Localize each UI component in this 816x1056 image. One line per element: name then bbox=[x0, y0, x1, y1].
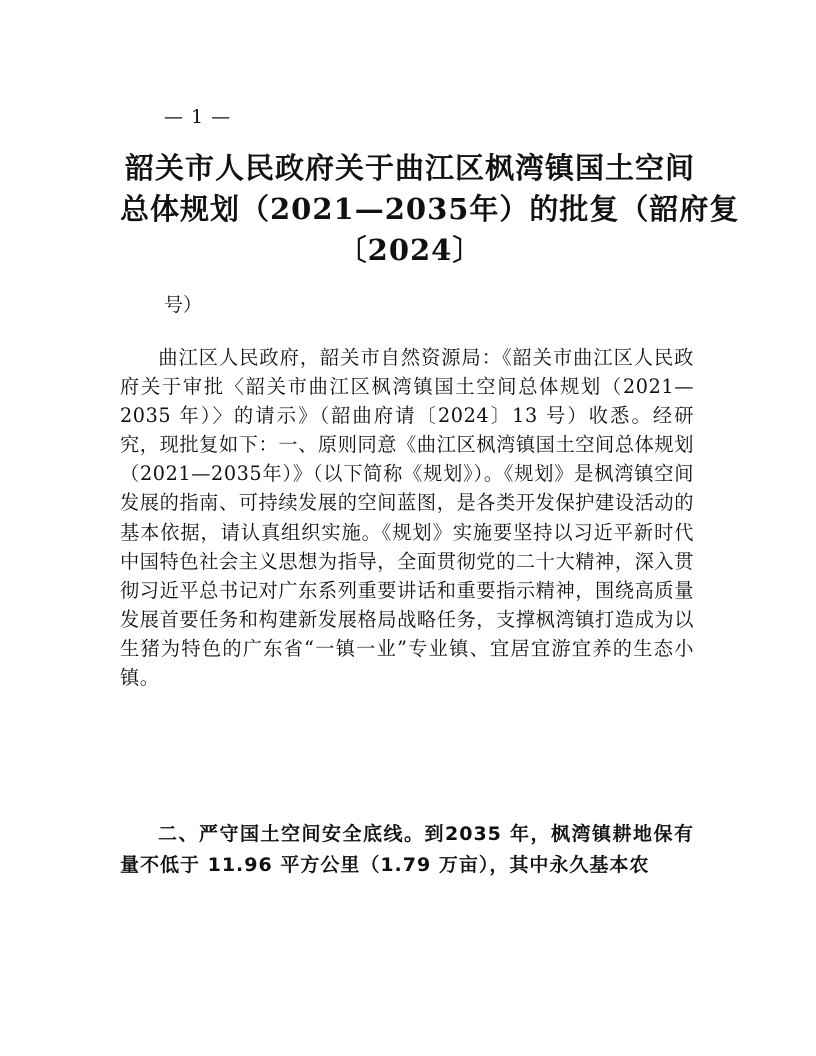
body-paragraph-1: 曲江区人民政府，韶关市自然资源局：《韶关市曲江区人民政府关于审批〈韶关市曲江区枫湾镇国土空间总体规划（2021—2035 年）〉的请示》（韶曲府请〔2024〕13 号）收悉。经研究，现批复如下：一、原则同意《曲江区枫湾镇国土空间总体规划（2021—2035年）》（以下简称《规划》）。《规划》是枫湾镇空间发展的指南、可持续发展的空间蓝图，是各类开发保护建设活动的基本依据，请认真组织实施。《规划》实施要坚持以习近平新时代中国特色社会主义思想为指导，全面贯彻党的二十大精神，深入贯彻习近平总书记对广东系列重要讲话和重要指示精神，围绕高质量发展首要任务和构建新发展格局战略任务，支撑枫湾镇打造成为以生猪为特色的广东省“一镇一业”专业镇、宜居宜游宜养的生态小镇。 bbox=[120, 346, 694, 690]
document-title bbox=[120, 148, 740, 271]
document-number-suffix: 号） bbox=[164, 294, 203, 316]
page-number: — 1 — bbox=[164, 106, 232, 128]
title-line-3: 〔2024〕 bbox=[337, 233, 483, 267]
title-line-2: 总体规划（2021—2035年）的批复（韶府复 bbox=[120, 192, 740, 226]
body-paragraph-2: 二、严守国土空间安全底线。到2035 年，枫湾镇耕地保有量不低于 11.96 平方公里（1.79 万亩），其中永久基本农 bbox=[120, 823, 694, 876]
title-line-1: 韶关市人民政府关于曲江区枫湾镇国土空间 bbox=[124, 151, 695, 185]
